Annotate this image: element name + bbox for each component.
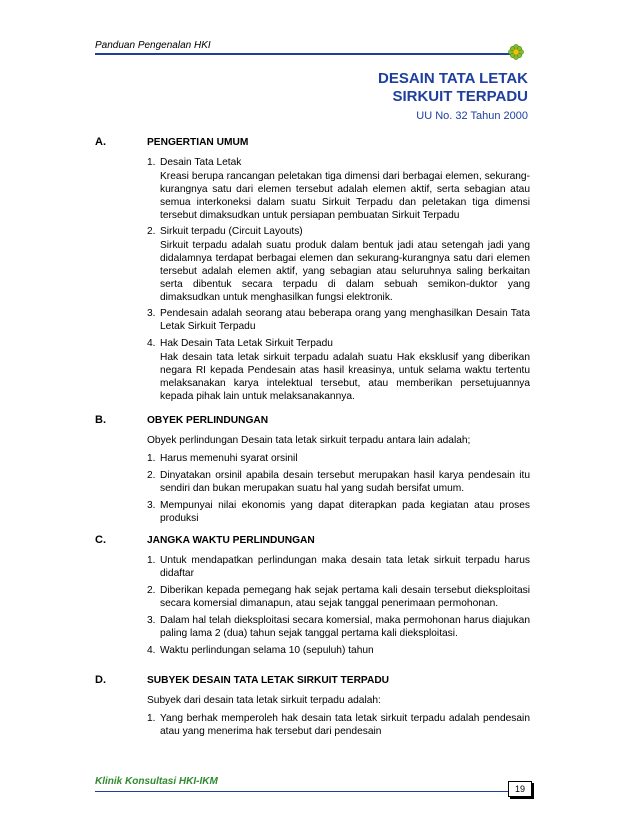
section-list — [95, 554, 530, 657]
section-title: SUBYEK DESAIN TATA LETAK SIRKUIT TERPADU — [147, 675, 390, 686]
item-text: Dalam hal telah dieksploitasi secara komersial, maka permohonan harus diajukan paling lama 2 (dua) tahun sejak tanggal pertama kali dieksploitasi. — [160, 615, 530, 639]
list-item — [147, 554, 530, 580]
item-number: 1. — [147, 713, 156, 724]
item-body: Hak desain tata letak sirkuit terpadu adalah suatu Hak eksklusif yang diberikan negara RI kepada Pendesain atas hasil kreasinya, untuk selama waktu tertentu melaksanakan karya intelektual tersebut, atau memberikan persetujuannya kepada pihak lain untuk melaksanakannya. — [160, 352, 530, 402]
header-rule — [95, 53, 510, 55]
list-item — [147, 499, 530, 525]
item-text: Dinyatakan orsinil apabila desain tersebut merupakan hasil karya pendesain itu sendiri dan bukan merupakan suatu hal yang sudah bersifat umum. — [160, 470, 530, 494]
item-text: Diberikan kepada pemegang hak sejak pertama kali desain tersebut dieksploitasi secara komersial dimanapun, atau sejak tanggal penerimaan permohonan. — [160, 585, 530, 609]
item-number: 4. — [147, 338, 156, 349]
item-text: Harus memenuhi syarat orsinil — [160, 453, 298, 464]
title-subtitle: UU No. 32 Tahun 2000 — [416, 110, 528, 122]
item-body: Kreasi berupa rancangan peletakan tiga dimensi dari berbagai elemen, sekurang-kurangnya satu dari elemen tersebut adalah elemen aktif, serta sebagian atau semua interkoneksi dalam suatu Sirkuit Terpadu dan peletakan tiga dimensi tersebut dimaksudkan untuk persiapan pembuatan Sirkuit Terpadu — [160, 171, 530, 221]
title-line-2: SIRKUIT TERPADU — [392, 88, 528, 105]
list-item — [147, 156, 530, 169]
item-text: Untuk mendapatkan perlindungan maka desain tata letak sirkuit terpadu harus didaftar — [160, 555, 530, 579]
item-number: 1. — [147, 453, 156, 464]
section-list — [95, 712, 530, 738]
section-heading — [95, 414, 530, 427]
section-letter: B. — [95, 414, 106, 426]
footer-text: Klinik Konsultasi HKI-IKM — [95, 776, 218, 787]
item-text: Mempunyai nilai ekonomis yang dapat diterapkan pada kegiatan atau proses produksi — [160, 500, 530, 524]
section-b — [95, 414, 530, 525]
running-header: Panduan Pengenalan HKI — [95, 40, 211, 51]
item-number: 3. — [147, 615, 156, 626]
section-title: PENGERTIAN UMUM — [147, 137, 249, 148]
section-list — [95, 452, 530, 525]
section-letter: A. — [95, 136, 106, 148]
section-d — [95, 674, 530, 738]
list-item — [147, 469, 530, 495]
item-number: 1. — [147, 157, 156, 168]
list-item — [147, 644, 530, 657]
item-number: 1. — [147, 555, 156, 566]
footer-rule — [95, 791, 508, 792]
page-number: 19 — [508, 781, 532, 797]
list-item — [147, 614, 530, 640]
item-text: Waktu perlindungan selama 10 (sepuluh) tahun — [160, 645, 374, 656]
list-item — [147, 307, 530, 333]
flower-emblem-icon — [508, 44, 524, 60]
item-text: Yang berhak memperoleh hak desain tata letak sirkuit terpadu adalah pendesain atau yang menerima hak tersebut dari pendesain — [160, 713, 530, 737]
item-body: Sirkuit terpadu adalah suatu produk dalam bentuk jadi atau setengah jadi yang didalamnya terdapat berbagai elemen dan sekurang-kurangnya satu dari elemen tersebut adalah elemen aktif, yang sebagian atau seluruhnya saling berkaitan serta dibentuk secara terpadu di dalam sebuah semikon-duktor yang dimaksudkan untuk menghasilkan fungsi elektronik. — [160, 240, 530, 303]
list-item — [147, 337, 530, 350]
section-title: JANGKA WAKTU PERLINDUNGAN — [147, 535, 315, 546]
item-number: 2. — [147, 470, 156, 481]
document-content — [95, 136, 530, 742]
item-heading: Sirkuit terpadu (Circuit Layouts) — [160, 226, 303, 237]
section-intro: Obyek perlindungan Desain tata letak sirkuit terpadu antara lain adalah; — [147, 435, 471, 446]
section-heading — [95, 136, 530, 149]
section-title: OBYEK PERLINDUNGAN — [147, 415, 269, 426]
section-letter: C. — [95, 534, 106, 546]
section-intro: Subyek dari desain tata letak sirkuit terpadu adalah: — [147, 695, 381, 706]
list-item — [147, 712, 530, 738]
item-number: 3. — [147, 308, 156, 319]
section-heading — [95, 674, 530, 687]
list-item — [147, 452, 530, 465]
item-heading: Hak Desain Tata Letak Sirkuit Terpadu — [160, 338, 333, 349]
section-heading — [95, 534, 530, 547]
item-number: 2. — [147, 226, 156, 237]
section-a — [95, 136, 530, 403]
title-block — [378, 70, 528, 123]
item-number: 3. — [147, 500, 156, 511]
list-item — [147, 584, 530, 610]
item-number: 4. — [147, 645, 156, 656]
title-line-1: DESAIN TATA LETAK — [378, 70, 528, 87]
item-heading: Desain Tata Letak — [160, 157, 242, 168]
section-list — [95, 156, 530, 403]
section-letter: D. — [95, 674, 106, 686]
item-number: 2. — [147, 585, 156, 596]
list-item — [147, 225, 530, 238]
item-text: Pendesain adalah seorang atau beberapa orang yang menghasilkan Desain Tata Letak Sirkuit Terpadu — [160, 308, 530, 332]
section-c — [95, 534, 530, 657]
